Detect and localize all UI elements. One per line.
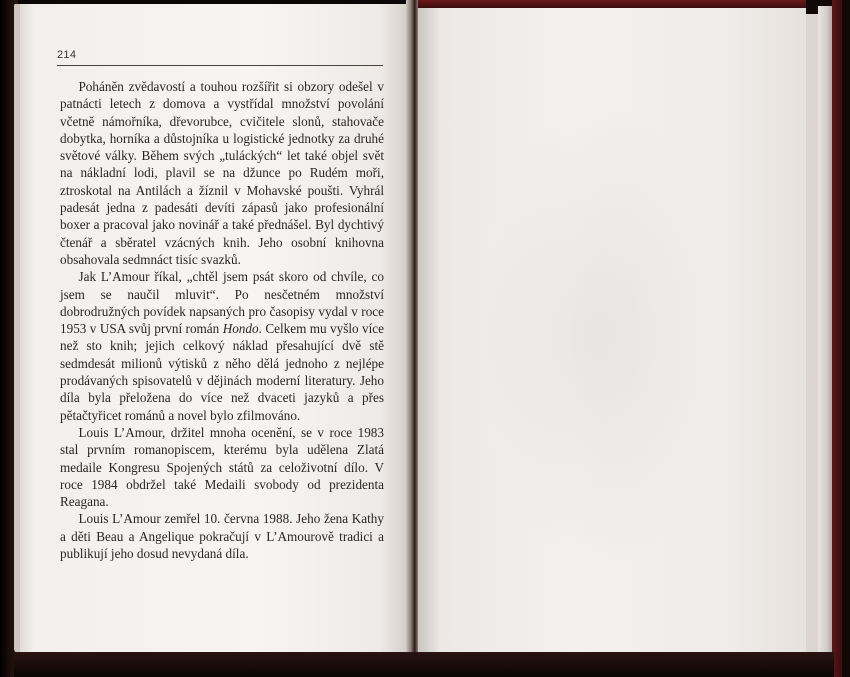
paragraph-3: Louis L’Amour, držitel mnoha ocenění, se v roce 1983 stal prvním romanopiscem, kterému byla udělena Zlatá medaile Kongresu Spojených států za celoživotní dílo. V roce 1984 obdržel také Medaili svobody od prezidenta Reagana. (60, 424, 384, 510)
paragraph-4: Louis L’Amour zemřel 10. června 1988. Jeho žena Kathy a děti Beau a Angelique pokračují v L’Amourově tradici a publikují jeho dosud nevydaná díla. (60, 511, 384, 562)
paragraph-2 (60, 268, 384, 424)
paper-shading (478, 96, 718, 576)
paragraph-2-end: . Celkem mu vyšlo více než sto knih; jejich celkový náklad přesahující dvě stě sedmdesát milionů výtisků z něho dělá jednoho z nejlépe prodávaných spisovatelů v dějinách moderní literatury. Jeho díla byla přeložena do více než dvaceti jazyků a přes pětačtyřicet románů a novel bylo zfilmováno. (60, 321, 384, 423)
cover-board-edge (818, 6, 832, 668)
book-title-hondo: Hondo (222, 321, 259, 337)
book-right-edge (806, 0, 850, 677)
cover-top-edge (418, 0, 838, 8)
book-bottom-shadow (14, 652, 834, 677)
page-stack-edge (806, 14, 818, 662)
header-rule (57, 65, 383, 66)
right-page-blank (418, 6, 806, 658)
paragraph-1: Poháněn zvědavostí a touhou rozšířit si obzory odešel v patnácti letech z domova a vystřídal množství povolání včetně námořníka, dřevorubce, cvičitele slonů, stahovače dobytka, horníka a důstojníka u logistické jednotky za druhé světové války. Během svých „tuláckých“ let také objel svět na nákladní lodi, plavil se na džunce po Rudém moři, ztroskotal na Antilách a žíznil v Mohavské poušti. Vyhrál padesát jedna z padesáti devíti zápasů jako profesionální boxer a pracoval jako novinář a také přednášel. Byl dychtivý čtenář a sběratel vzácných knih. Jeho osobní knihovna obsahovala sedmnáct tisíc svazků. (60, 79, 384, 267)
cover-cloth-edge (832, 0, 842, 677)
body-text (60, 78, 384, 562)
paragraph-2-start: Jak L’Amour říkal, „chtěl jsem psát skoro od chvíle, co jsem se naučil mluvit“. Po nesčetném množství dobrodružných povídek napsaných pro časopisy vydal v roce 1953 v USA svůj první román (60, 269, 384, 337)
page-number: 214 (57, 49, 77, 61)
page-leaf-edges (14, 4, 20, 654)
